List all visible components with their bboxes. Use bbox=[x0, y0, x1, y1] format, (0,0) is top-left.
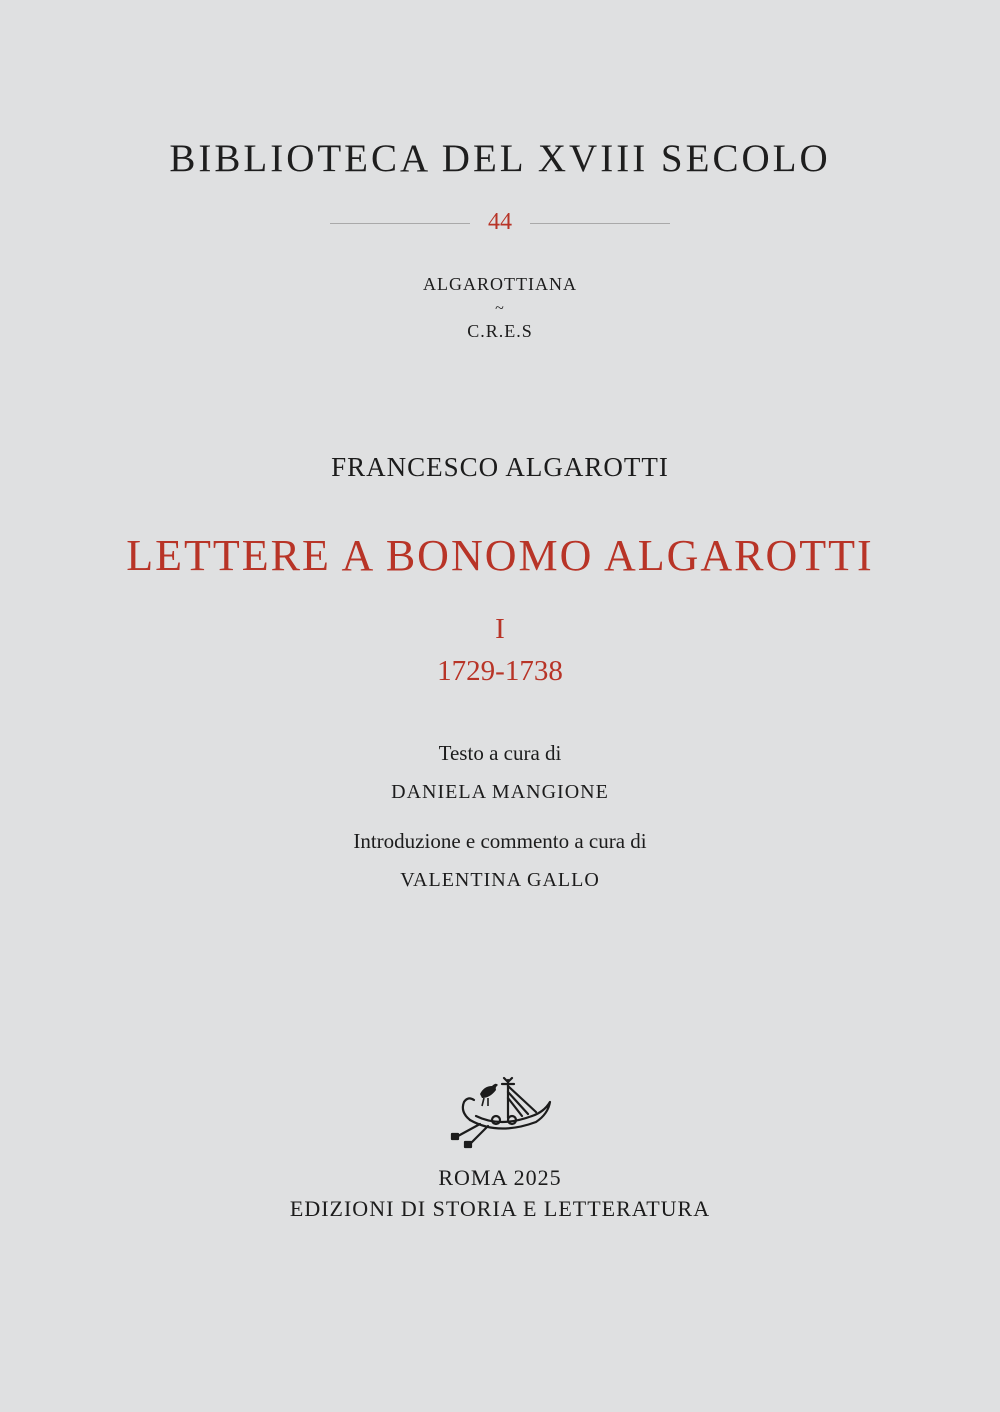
ship-bird-emblem-icon bbox=[440, 1072, 560, 1150]
series-number: 44 bbox=[488, 209, 512, 235]
publisher-name: EDIZIONI DI STORIA E LETTERATURA bbox=[289, 1196, 711, 1221]
text-editor-name: DANIELA MANGIONE bbox=[391, 781, 609, 803]
author-name: FRANCESCO ALGAROTTI bbox=[331, 452, 669, 482]
subseries-abbreviation: C.R.E.S bbox=[467, 321, 533, 341]
series-title: BIBLIOTECA DEL XVIII SECOLO bbox=[169, 137, 831, 180]
subseries-separator: ~ bbox=[495, 300, 505, 317]
divider-right bbox=[530, 223, 670, 224]
intro-editor-name: VALENTINA GALLO bbox=[400, 869, 600, 891]
volume-years: 1729-1738 bbox=[437, 655, 563, 687]
subseries-name: ALGAROTTIANA bbox=[423, 274, 577, 294]
book-title: LETTERE A BONOMO ALGAROTTI bbox=[126, 531, 874, 580]
volume-number: I bbox=[495, 613, 505, 645]
publication-place-year: ROMA 2025 bbox=[438, 1165, 562, 1190]
text-editor-label: Testo a cura di bbox=[438, 741, 562, 765]
intro-editor-label: Introduzione e commento a cura di bbox=[353, 829, 647, 853]
